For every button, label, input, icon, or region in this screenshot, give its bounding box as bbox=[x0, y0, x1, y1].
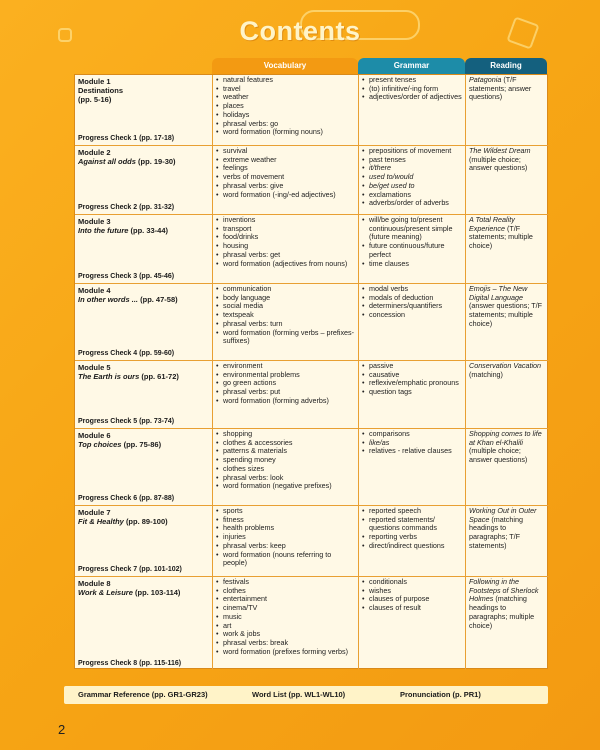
list-item: • future continuous/future perfect bbox=[361, 242, 463, 259]
list-item: • spending money bbox=[215, 456, 356, 465]
list-item: • travel bbox=[215, 85, 356, 94]
list-item: • word formation (negative prefixes) bbox=[215, 482, 356, 491]
list-item: • weather bbox=[215, 93, 356, 102]
list-item: • determiners/quantifiers bbox=[361, 302, 463, 311]
column-headers bbox=[212, 58, 547, 74]
list-item: • phrasal verbs: put bbox=[215, 388, 356, 397]
list-item: • conditionals bbox=[361, 578, 463, 587]
list-item: • environment bbox=[215, 362, 356, 371]
module-row bbox=[75, 361, 549, 429]
list-item: • clothes & accessories bbox=[215, 439, 356, 448]
list-item: • word formation (nouns referring to people) bbox=[215, 551, 356, 568]
reading-cell bbox=[466, 284, 549, 360]
list-item: • concession bbox=[361, 311, 463, 320]
list-item: • word formation (forming nouns) bbox=[215, 128, 356, 137]
vocabulary-header: Vocabulary bbox=[212, 58, 358, 74]
list-item: • phrasal verbs: go bbox=[215, 120, 356, 129]
grammar-cell bbox=[359, 429, 466, 505]
module-number: Module 3 bbox=[78, 217, 111, 226]
list-item: • survival bbox=[215, 147, 356, 156]
list-item: • clauses of result bbox=[361, 604, 463, 613]
reading-cell bbox=[466, 146, 549, 214]
grammar-header: Grammar bbox=[358, 58, 465, 74]
list-item: • phrasal verbs: keep bbox=[215, 542, 356, 551]
vocabulary-cell bbox=[213, 577, 359, 670]
list-item: • fitness bbox=[215, 516, 356, 525]
grammar-cell bbox=[359, 146, 466, 214]
module-row bbox=[75, 146, 549, 215]
reading-cell bbox=[466, 577, 549, 670]
list-item: • word formation (prefixes forming verbs) bbox=[215, 648, 356, 657]
list-item: • present tenses bbox=[361, 76, 463, 85]
list-item: • modal verbs bbox=[361, 285, 463, 294]
list-item: • clauses of purpose bbox=[361, 595, 463, 604]
vocabulary-cell bbox=[213, 284, 359, 360]
list-item: • extreme weather bbox=[215, 156, 356, 165]
module-row bbox=[75, 284, 549, 361]
reading-title: Emojis – The New Digital Language bbox=[469, 284, 528, 302]
reading-title: The Wildest Dream bbox=[469, 146, 531, 155]
list-item: • wishes bbox=[361, 587, 463, 596]
list-item: • modals of deduction bbox=[361, 294, 463, 303]
reading-tasks: (matching headings to paragraphs; multiple choice) bbox=[469, 594, 535, 630]
list-item: • environmental problems bbox=[215, 371, 356, 380]
list-item: • phrasal verbs: break bbox=[215, 639, 356, 648]
list-item: • textspeak bbox=[215, 311, 356, 320]
vocabulary-cell bbox=[213, 506, 359, 576]
module-cell bbox=[75, 215, 213, 283]
list-item: • comparisons bbox=[361, 430, 463, 439]
reading-cell bbox=[466, 429, 549, 505]
list-item: • entertainment bbox=[215, 595, 356, 604]
list-item: • go green actions bbox=[215, 379, 356, 388]
list-item: • used to/would bbox=[361, 173, 463, 182]
list-item: • reported speech bbox=[361, 507, 463, 516]
grammar-reference: Grammar Reference (pp. GR1-GR23) bbox=[78, 690, 208, 699]
reading-tasks: (T/F statements; multiple choice) bbox=[469, 223, 533, 251]
grammar-cell bbox=[359, 361, 466, 428]
module-cell bbox=[75, 146, 213, 214]
list-item: • adverbs/order of adverbs bbox=[361, 199, 463, 208]
list-item: • (to) infinitive/-ing form bbox=[361, 85, 463, 94]
grammar-cell bbox=[359, 506, 466, 576]
grammar-cell bbox=[359, 577, 466, 670]
module-cell bbox=[75, 429, 213, 505]
module-pages: (pp. 47-58) bbox=[140, 295, 178, 305]
module-number: Module 6 bbox=[78, 431, 111, 440]
list-item: • patterns & materials bbox=[215, 447, 356, 456]
module-title: Destinations bbox=[78, 86, 124, 96]
list-item: • word formation (-ing/-ed adjectives) bbox=[215, 191, 356, 200]
list-item: • be/get used to bbox=[361, 182, 463, 191]
module-title: Against all odds bbox=[78, 157, 136, 167]
module-cell bbox=[75, 506, 213, 576]
module-row bbox=[75, 506, 549, 577]
list-item: • reported statements/ questions commands bbox=[361, 516, 463, 533]
progress-check: Progress Check 3 (pp. 45-46) bbox=[78, 273, 175, 280]
list-item: • transport bbox=[215, 225, 356, 234]
module-title: In other words ... bbox=[78, 295, 139, 305]
module-pages: (pp. 75-86) bbox=[123, 440, 162, 450]
list-item: • clothes sizes bbox=[215, 465, 356, 474]
list-item: • injuries bbox=[215, 533, 356, 542]
progress-check: Progress Check 2 (pp. 31-32) bbox=[78, 204, 175, 211]
list-item: • direct/indirect questions bbox=[361, 542, 463, 551]
module-pages: (pp. 61-72) bbox=[141, 372, 179, 382]
list-item: • will/be going to/present continuous/present simple (future meaning) bbox=[361, 216, 463, 242]
reading-cell bbox=[466, 75, 549, 145]
module-pages: (pp. 5-16) bbox=[78, 95, 112, 105]
list-item: • body language bbox=[215, 294, 356, 303]
module-row bbox=[75, 429, 549, 506]
list-item: • phrasal verbs: give bbox=[215, 182, 356, 191]
page-number: 2 bbox=[58, 722, 66, 737]
list-item: • places bbox=[215, 102, 356, 111]
list-item: • question tags bbox=[361, 388, 463, 397]
list-item: • music bbox=[215, 613, 356, 622]
grammar-cell bbox=[359, 215, 466, 283]
list-item: • food/drinks bbox=[215, 233, 356, 242]
module-number: Module 4 bbox=[78, 286, 111, 295]
module-row bbox=[75, 577, 549, 670]
reading-title: A Total Reality Experience bbox=[469, 215, 515, 233]
reading-title: Conservation Vacation bbox=[469, 361, 542, 370]
vocabulary-cell bbox=[213, 361, 359, 428]
reading-title: Working Out in Outer Space bbox=[469, 506, 537, 524]
list-item: • work & jobs bbox=[215, 630, 356, 639]
progress-check: Progress Check 5 (pp. 73-74) bbox=[78, 418, 175, 425]
reading-title: Following in the Footsteps of Sherlock Holmes bbox=[469, 577, 539, 604]
reading-tasks: (T/F statements; answer questions) bbox=[469, 75, 532, 102]
module-row bbox=[75, 215, 549, 284]
module-pages: (pp. 19-30) bbox=[138, 157, 176, 167]
list-item: • holidays bbox=[215, 111, 356, 120]
list-item: • time clauses bbox=[361, 260, 463, 269]
module-number: Module 7 bbox=[78, 508, 111, 517]
list-item: • like/as bbox=[361, 439, 463, 448]
list-item: • phrasal verbs: turn bbox=[215, 320, 356, 329]
list-item: • health problems bbox=[215, 524, 356, 533]
module-pages: (pp. 103-114) bbox=[134, 588, 181, 598]
reading-tasks: (multiple choice; answer questions) bbox=[469, 154, 528, 173]
module-number: Module 8 bbox=[78, 579, 111, 588]
vocabulary-cell bbox=[213, 75, 359, 145]
reading-tasks: (answer questions; T/F statements; multiple choice) bbox=[469, 301, 542, 328]
list-item: • social media bbox=[215, 302, 356, 311]
list-item: • festivals bbox=[215, 578, 356, 587]
reading-cell bbox=[466, 215, 549, 283]
list-item: • reporting verbs bbox=[361, 533, 463, 542]
vocabulary-cell bbox=[213, 146, 359, 214]
progress-check: Progress Check 4 (pp. 59-60) bbox=[78, 350, 175, 357]
list-item: • feelings bbox=[215, 164, 356, 173]
list-item: • word formation (adjectives from nouns) bbox=[215, 260, 356, 269]
list-item: • reflexive/emphatic pronouns bbox=[361, 379, 463, 388]
reading-tasks: (multiple choice; answer questions) bbox=[469, 446, 528, 465]
list-item: • relatives - relative clauses bbox=[361, 447, 463, 456]
vocabulary-cell bbox=[213, 215, 359, 283]
list-item: • exclamations bbox=[361, 191, 463, 200]
list-item: • phrasal verbs: look bbox=[215, 474, 356, 483]
progress-check: Progress Check 7 (pp. 101-102) bbox=[78, 566, 182, 573]
list-item: • clothes bbox=[215, 587, 356, 596]
list-item: • phrasal verbs: get bbox=[215, 251, 356, 260]
reading-title: Patagonia bbox=[469, 75, 502, 84]
list-item: • word formation (forming adverbs) bbox=[215, 397, 356, 406]
progress-check: Progress Check 6 (pp. 87-88) bbox=[78, 495, 175, 502]
grammar-cell bbox=[359, 284, 466, 360]
list-item: • shopping bbox=[215, 430, 356, 439]
list-item: • natural features bbox=[215, 76, 356, 85]
module-number: Module 5 bbox=[78, 363, 111, 372]
list-item: • verbs of movement bbox=[215, 173, 356, 182]
list-item: • sports bbox=[215, 507, 356, 516]
module-title: The Earth is ours bbox=[78, 372, 140, 382]
list-item: • art bbox=[215, 622, 356, 631]
reading-tasks: (matching headings to paragraphs; T/F statements) bbox=[469, 514, 523, 550]
list-item: • housing bbox=[215, 242, 356, 251]
module-cell bbox=[75, 577, 213, 670]
module-title: Top choices bbox=[78, 440, 122, 450]
list-item: • communication bbox=[215, 285, 356, 294]
reading-cell bbox=[466, 506, 549, 576]
reference-footer bbox=[64, 686, 548, 704]
page-title: Contents bbox=[239, 16, 361, 46]
module-cell bbox=[75, 284, 213, 360]
contents-table bbox=[74, 74, 548, 669]
word-list: Word List (pp. WL1-WL10) bbox=[252, 690, 346, 699]
reading-tasks: (matching) bbox=[469, 369, 503, 379]
module-pages: (pp. 89-100) bbox=[125, 517, 168, 527]
progress-check: Progress Check 1 (pp. 17-18) bbox=[78, 135, 175, 142]
list-item: • it/there bbox=[361, 164, 463, 173]
list-item: • word formation (forming verbs – prefixes-suffixes) bbox=[215, 329, 356, 346]
list-item: • past tenses bbox=[361, 156, 463, 165]
list-item: • passive bbox=[361, 362, 463, 371]
module-pages: (pp. 33-44) bbox=[130, 226, 169, 236]
module-number: Module 1 bbox=[78, 77, 111, 86]
list-item: • inventions bbox=[215, 216, 356, 225]
module-row bbox=[75, 75, 549, 146]
reading-title: Shopping comes to life at Khan el-Khalili bbox=[469, 429, 542, 447]
vocabulary-cell bbox=[213, 429, 359, 505]
pronunciation: Pronunciation (p. PR1) bbox=[400, 690, 481, 699]
module-title: Into the future bbox=[78, 226, 129, 236]
module-title: Fit & Healthy bbox=[78, 517, 124, 527]
grammar-cell bbox=[359, 75, 466, 145]
module-number: Module 2 bbox=[78, 148, 111, 157]
list-item: • cinema/TV bbox=[215, 604, 356, 613]
list-item: • causative bbox=[361, 371, 463, 380]
list-item: • adjectives/order of adjectives bbox=[361, 93, 463, 102]
progress-check: Progress Check 8 (pp. 115-116) bbox=[78, 660, 182, 667]
module-cell bbox=[75, 75, 213, 145]
module-cell bbox=[75, 361, 213, 428]
module-title: Work & Leisure bbox=[78, 588, 133, 598]
reading-header: Reading bbox=[465, 58, 547, 74]
reading-cell bbox=[466, 361, 549, 428]
list-item: • prepositions of movement bbox=[361, 147, 463, 156]
